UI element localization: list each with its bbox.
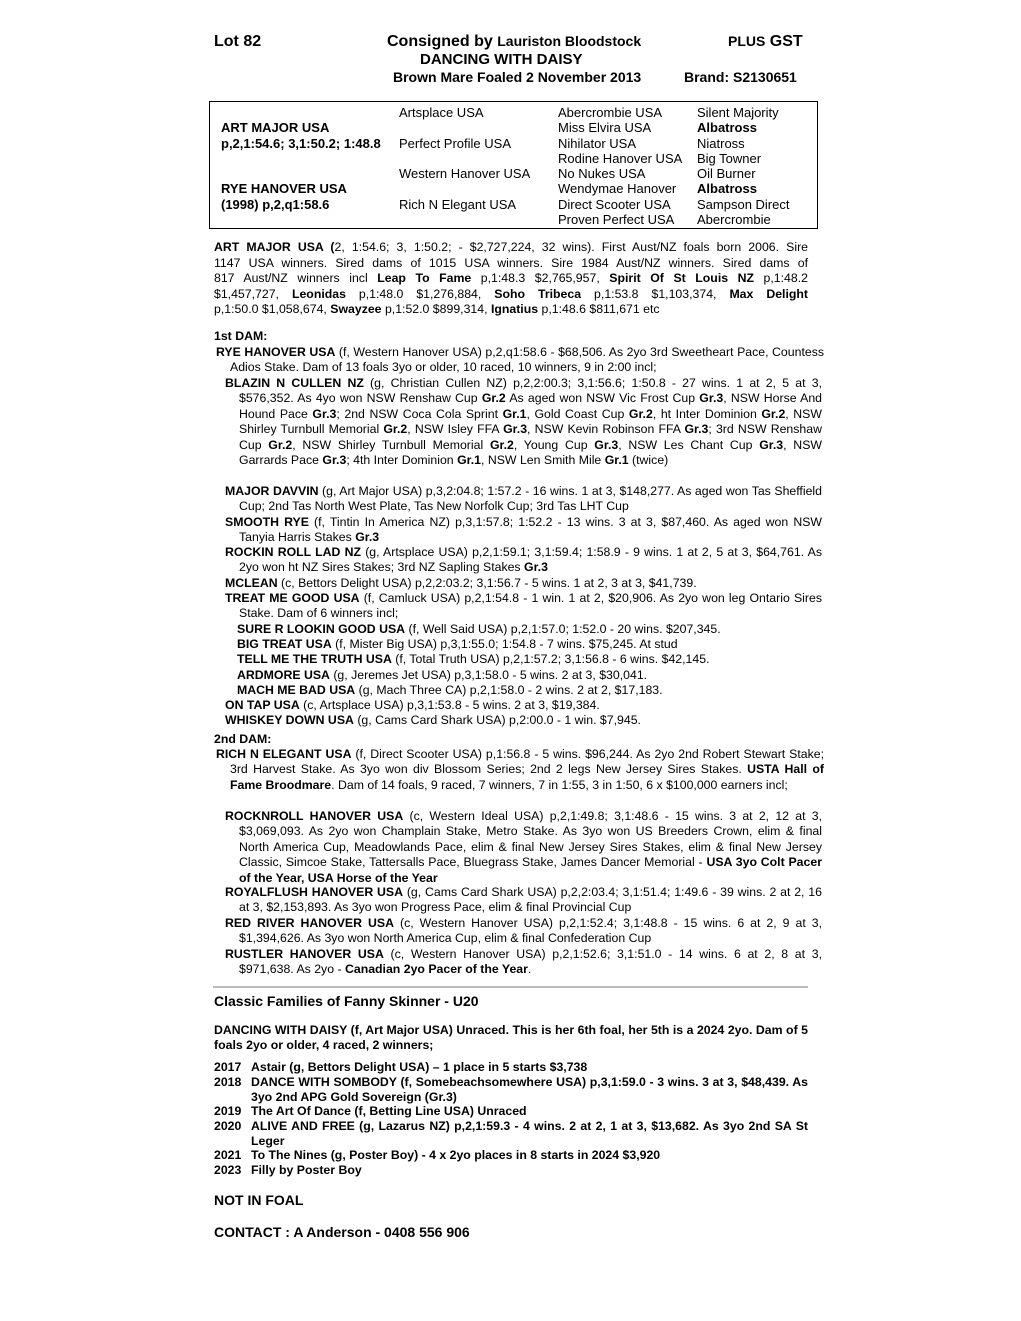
pedigree-entry (225, 916, 822, 947)
pedigree-sire: ART MAJOR USA (221, 120, 330, 135)
entry-text: (f, Tintin In America NZ) p,3,1:57.8; 1:52.2 - 13 wins. 3 at 3, $87,460. As aged won NSW Tanyia Harris Stakes Gr.3 (239, 515, 823, 545)
family-title: Classic Families of Fanny Skinner - U20 (214, 993, 479, 1009)
horse-description: Brown Mare Foaled 2 November 2013 (393, 69, 642, 85)
sire-notes-line: $1,457,727, Leonidas p,1:48.0 $1,276,884, Soho Tribeca p,1:53.8 $1,103,374, Max Delight (214, 286, 809, 301)
pedigree-entry (225, 591, 822, 622)
entry-text: (f, Mister Big USA) p,3,1:55.0; 1:54.8 - 7 wins. $75,245. At stud (331, 637, 678, 651)
entry-name: RICH N ELEGANT USA (216, 747, 352, 761)
entry-name: WHISKEY DOWN USA (225, 713, 354, 727)
entry-text: (g, Cams Card Shark USA) p,2:00.0 - 1 win. $7,945. (353, 713, 641, 727)
plus-label: PLUS (728, 33, 766, 49)
entry-text: (c, Bettors Delight USA) p,2,2:03.2; 3,1:56.7 - 5 wins. 1 at 2, 3 at 3, $41,739. (277, 576, 697, 590)
pedigree-entry (225, 376, 822, 468)
pedigree-g3: Abercrombie USA (558, 105, 663, 120)
sire-notes-line: p,1:50.0 $1,058,674, Swayzee p,1:52.0 $899,314, Ignatius p,1:48.6 $811,671 etc (214, 302, 660, 317)
entry-text: (g, Cams Card Shark USA) p,2,2:03.4; 3,1:51.4; 1:49.6 - 39 wins. 2 at 2, 16 at 3, $2,153,893. As 3yo won Progress Pace, elim & final Provincial Cup (239, 885, 822, 915)
pedigree-entry (225, 713, 822, 728)
pedigree-g4: Big Towner (697, 151, 762, 166)
entry-name: TREAT ME GOOD USA (225, 591, 360, 605)
progeny-row (214, 1060, 808, 1075)
entry-text: (f, Total Truth USA) p,2,1:57.2; 3,1:56.8 - 6 wins. $42,145. (391, 652, 710, 666)
pedigree-g4: Sampson Direct (697, 197, 790, 212)
entry-name: RED RIVER HANOVER USA (225, 916, 394, 930)
pedigree-entry (225, 515, 822, 546)
pedigree-g2: Artsplace USA (399, 105, 484, 120)
pedigree-g3: Miss Elvira USA (558, 120, 652, 135)
consignor-name: Lauriston Bloodstock (497, 33, 642, 49)
pedigree-entry (225, 484, 822, 515)
pedigree-g4: Silent Majority (697, 105, 779, 120)
family-intro: DANCING WITH DAISY (f, Art Major USA) Unraced. This is her 6th foal, her 5th is a 2024 2yo. Dam of 5 foals 2yo or older, 4 raced, 2 winners; (214, 1023, 808, 1053)
progeny-text: DANCE WITH SOMBODY (f, Somebeachsomewhere USA) p,3,1:59.0 - 3 wins. 3 at 3, $48,439. As 3yo 2nd APG Gold Sovereign (Gr.3) (251, 1075, 808, 1105)
pedigree-entry (237, 637, 822, 652)
pedigree-g4: Abercrombie (697, 212, 771, 227)
pedigree-entry (225, 885, 822, 916)
entry-name: MCLEAN (225, 576, 278, 590)
entry-name: RYE HANOVER USA (216, 345, 336, 359)
pedigree-g4: Oil Burner (697, 166, 756, 181)
entry-text: (c, Western Hanover USA) p,2,1:52.4; 3,1:48.8 - 15 wins. 6 at 2, 9 at 3, $1,394,626. As 3yo won North America Cup, elim & final Confederation Cup (239, 916, 822, 946)
sire-notes-line: ART MAJOR USA (2, 1:54.6; 3, 1:50.2; - $2,727,224, 32 wins). First Aust/NZ foals born 2006. Sire (214, 240, 808, 254)
pedigree-g4: Niatross (697, 136, 745, 151)
entry-text: (c, Artsplace USA) p,3,1:53.8 - 5 wins. 2 at 3, $19,384. (299, 698, 600, 712)
progeny-text: To The Nines (g, Poster Boy) - 4 x 2yo places in 8 starts in 2024 $3,920 (251, 1148, 661, 1162)
progeny-year: 2017 (214, 1060, 242, 1074)
pedigree-entry (225, 947, 822, 978)
entry-text: (g, Mach Three CA) p,2,1:58.0 - 2 wins. 2 at 2, $17,183. (355, 683, 663, 697)
pedigree-dam-record: (1998) p,2,q1:58.6 (221, 197, 330, 212)
entry-name: SURE R LOOKIN GOOD USA (237, 622, 406, 636)
entry-name: MAJOR DAVVIN (225, 484, 319, 498)
progeny-year: 2021 (214, 1148, 242, 1162)
progeny-row (214, 1119, 808, 1150)
entry-name: ON TAP USA (225, 698, 300, 712)
progeny-text: Astair (g, Bettors Delight USA) – 1 place in 5 starts $3,738 (251, 1060, 588, 1074)
first-dam-heading: 1st DAM: (214, 329, 268, 343)
entry-name: ROCKIN ROLL LAD NZ (225, 545, 361, 559)
pedigree-entry (225, 809, 822, 886)
pedigree-g3: Proven Perfect USA (558, 212, 675, 227)
foal-status: NOT IN FOAL (214, 1192, 304, 1208)
entry-text: (f, Western Hanover USA) p,2,q1:58.6 - $68,506. As 2yo 3rd Sweetheart Pace, Countess Adios Stake. Dam of 13 foals 3yo or older, 10 raced, 10 winners, 9 in 2:00 incl; (230, 345, 824, 375)
second-dam-heading: 2nd DAM: (214, 732, 272, 746)
pedigree-entry (237, 683, 822, 698)
lot-number: Lot 82 (214, 33, 262, 50)
entry-name: MACH ME BAD USA (237, 683, 356, 697)
progeny-year: 2023 (214, 1163, 242, 1177)
entry-name: SMOOTH RYE (225, 515, 309, 529)
entry-name: BLAZIN N CULLEN NZ (225, 376, 364, 390)
progeny-row (214, 1104, 808, 1119)
pedigree-entry (225, 545, 822, 576)
contact-line: CONTACT : A Anderson - 0408 556 906 (214, 1224, 470, 1240)
pedigree-entry (216, 345, 824, 376)
progeny-row (214, 1163, 808, 1178)
entry-text: (f, Direct Scooter USA) p,1:56.8 - 5 wins. $96,244. As 2yo 2nd Robert Stewart Stake; 3rd Harvest Stake. As 3yo won div Blossom Series; 2nd 2 legs New Jersey Sires Stakes. USTA Hall of Fame Broodmare. Dam of 14 foals, 9 raced, 7 winners, 7 in 1:55, 3 in 1:50, 6 x $100,000 earners incl; (230, 747, 825, 792)
entry-name: ROYALFLUSH HANOVER USA (225, 885, 403, 899)
pedigree-entry (237, 668, 822, 683)
progeny-text: ALIVE AND FREE (g, Lazarus NZ) p,2,1:59.3 - 4 wins. 2 at 2, 1 at 3, $13,682. As 3yo 2nd SA St Leger (251, 1119, 808, 1149)
progeny-year: 2020 (214, 1119, 242, 1133)
progeny-text: The Art Of Dance (f, Betting Line USA) Unraced (251, 1104, 527, 1118)
brand-number: Brand: S2130651 (684, 69, 797, 85)
entry-name: RUSTLER HANOVER USA (225, 947, 384, 961)
entry-name: TELL ME THE TRUTH USA (237, 652, 392, 666)
pedigree-entry (225, 576, 822, 591)
pedigree-dam: RYE HANOVER USA (221, 181, 347, 196)
pedigree-g3: Direct Scooter USA (558, 197, 671, 212)
consigned-line (387, 33, 641, 51)
pedigree-g4: Albatross (697, 120, 757, 135)
pedigree-sire-record: p,2,1:54.6; 3,1:50.2; 1:48.8 (221, 136, 381, 151)
progeny-year: 2019 (214, 1104, 242, 1118)
entry-name: BIG TREAT USA (237, 637, 332, 651)
pedigree-g3: Rodine Hanover USA (558, 151, 683, 166)
sire-notes-line: 1147 USA winners. Sired dams of 1015 USA winners. Sire 1984 Aust/NZ winners. Sired dams of (214, 255, 808, 270)
entry-text: (g, Jeremes Jet USA) p,3,1:58.0 - 5 wins. 2 at 3, $30,041. (329, 668, 648, 682)
entry-text: (c, Western Ideal USA) p,2,1:49.8; 3,1:48.6 - 15 wins. 3 at 2, 12 at 3, $3,069,093. As 2yo won Champlain Stake, Metro Stake. As 3yo won US Breeders Crown, elim & final North America Cup, Meadowlands Pace, elim & final New Jersey Sires Stakes, elim & final New Jersey Classic, Simcoe Stake, Tattersalls Pace, Bluegrass Stake, James Dancer Memorial - USA 3yo Colt Pacer of the Year, USA Horse of the Year (239, 809, 822, 885)
pedigree-g2: Western Hanover USA (399, 166, 531, 181)
progeny-text: Filly by Poster Boy (251, 1163, 362, 1177)
entry-text: (f, Well Said USA) p,2,1:57.0; 1:52.0 - 20 wins. $207,345. (405, 622, 721, 636)
pedigree-g3: Wendymae Hanover (558, 181, 677, 196)
pedigree-g2: Perfect Profile USA (399, 136, 511, 151)
section-divider (213, 986, 808, 988)
plus-gst (728, 33, 803, 51)
pedigree-g2: Rich N Elegant USA (399, 197, 517, 212)
pedigree-g4: Albatross (697, 181, 757, 196)
consigned-by-label: Consigned by (387, 33, 493, 50)
pedigree-table (209, 101, 818, 229)
entry-name: ROCKNROLL HANOVER USA (225, 809, 404, 823)
entry-text: (g, Artsplace USA) p,2,1:59.1; 3,1:59.4; 1:58.9 - 9 wins. 1 at 2, 5 at 3, $64,761. As 2yo won ht NZ Sires Stakes; 3rd NZ Sapling Stakes Gr.3 (239, 545, 822, 575)
pedigree-entry (237, 622, 822, 637)
pedigree-entry (237, 652, 822, 667)
sire-notes-line: 817 Aust/NZ winners incl Leap To Fame p,1:48.3 $2,765,957, Spirit Of St Louis NZ p,1:48.2 (214, 271, 808, 286)
pedigree-entry (225, 698, 822, 713)
gst-label: GST (769, 33, 803, 50)
progeny-year: 2018 (214, 1075, 242, 1089)
pedigree-g3: No Nukes USA (558, 166, 646, 181)
pedigree-g3: Nihilator USA (558, 136, 637, 151)
horse-name: DANCING WITH DAISY (420, 51, 583, 68)
entry-name: ARDMORE USA (237, 668, 330, 682)
entry-text: (c, Western Hanover USA) p,2,1:52.6; 3,1:51.0 - 14 wins. 6 at 2, 8 at 3, $971,638. As 2yo - Canadian 2yo Pacer of the Year. (239, 947, 822, 977)
progeny-row (214, 1148, 808, 1163)
pedigree-entry (216, 747, 824, 793)
entry-text: (f, Camluck USA) p,2,1:54.8 - 1 win. 1 at 2, $20,906. As 2yo won leg Ontario Sires Stake. Dam of 6 winners incl; (239, 591, 822, 621)
entry-text: (g, Art Major USA) p,3,2:04.8; 1:57.2 - 16 wins. 1 at 3, $148,277. As aged won Tas Sheffield Cup; 2nd Tas North West Plate, Tas New Norfolk Cup; 3rd Tas LHT Cup (239, 484, 822, 514)
progeny-row (214, 1075, 808, 1106)
entry-text: (g, Christian Cullen NZ) p,2,2:00.3; 3,1:56.6; 1:50.8 - 27 wins. 1 at 2, 5 at 3, $576,352. As 4yo won NSW Renshaw Cup Gr.2 As aged won NSW Vic Frost Cup Gr.3, NSW Horse And Hound Pace Gr.3; 2nd NSW Coca Cola Sprint Gr.1, Gold Coast Cup Gr.2, ht Inter Dominion Gr.2, NSW Shirley Turnbull Memorial Gr.2, NSW Isley FFA Gr.3, NSW Kevin Robinson FFA Gr.3; 3rd NSW Renshaw Cup Gr.2, NSW Shirley Turnbull Memorial Gr.2, Young Cup Gr.3, NSW Les Chant Cup Gr.3, NSW Garrards Pace Gr.3; 4th Inter Dominion Gr.1, NSW Len Smith Mile Gr.1 (twice) (239, 376, 822, 468)
